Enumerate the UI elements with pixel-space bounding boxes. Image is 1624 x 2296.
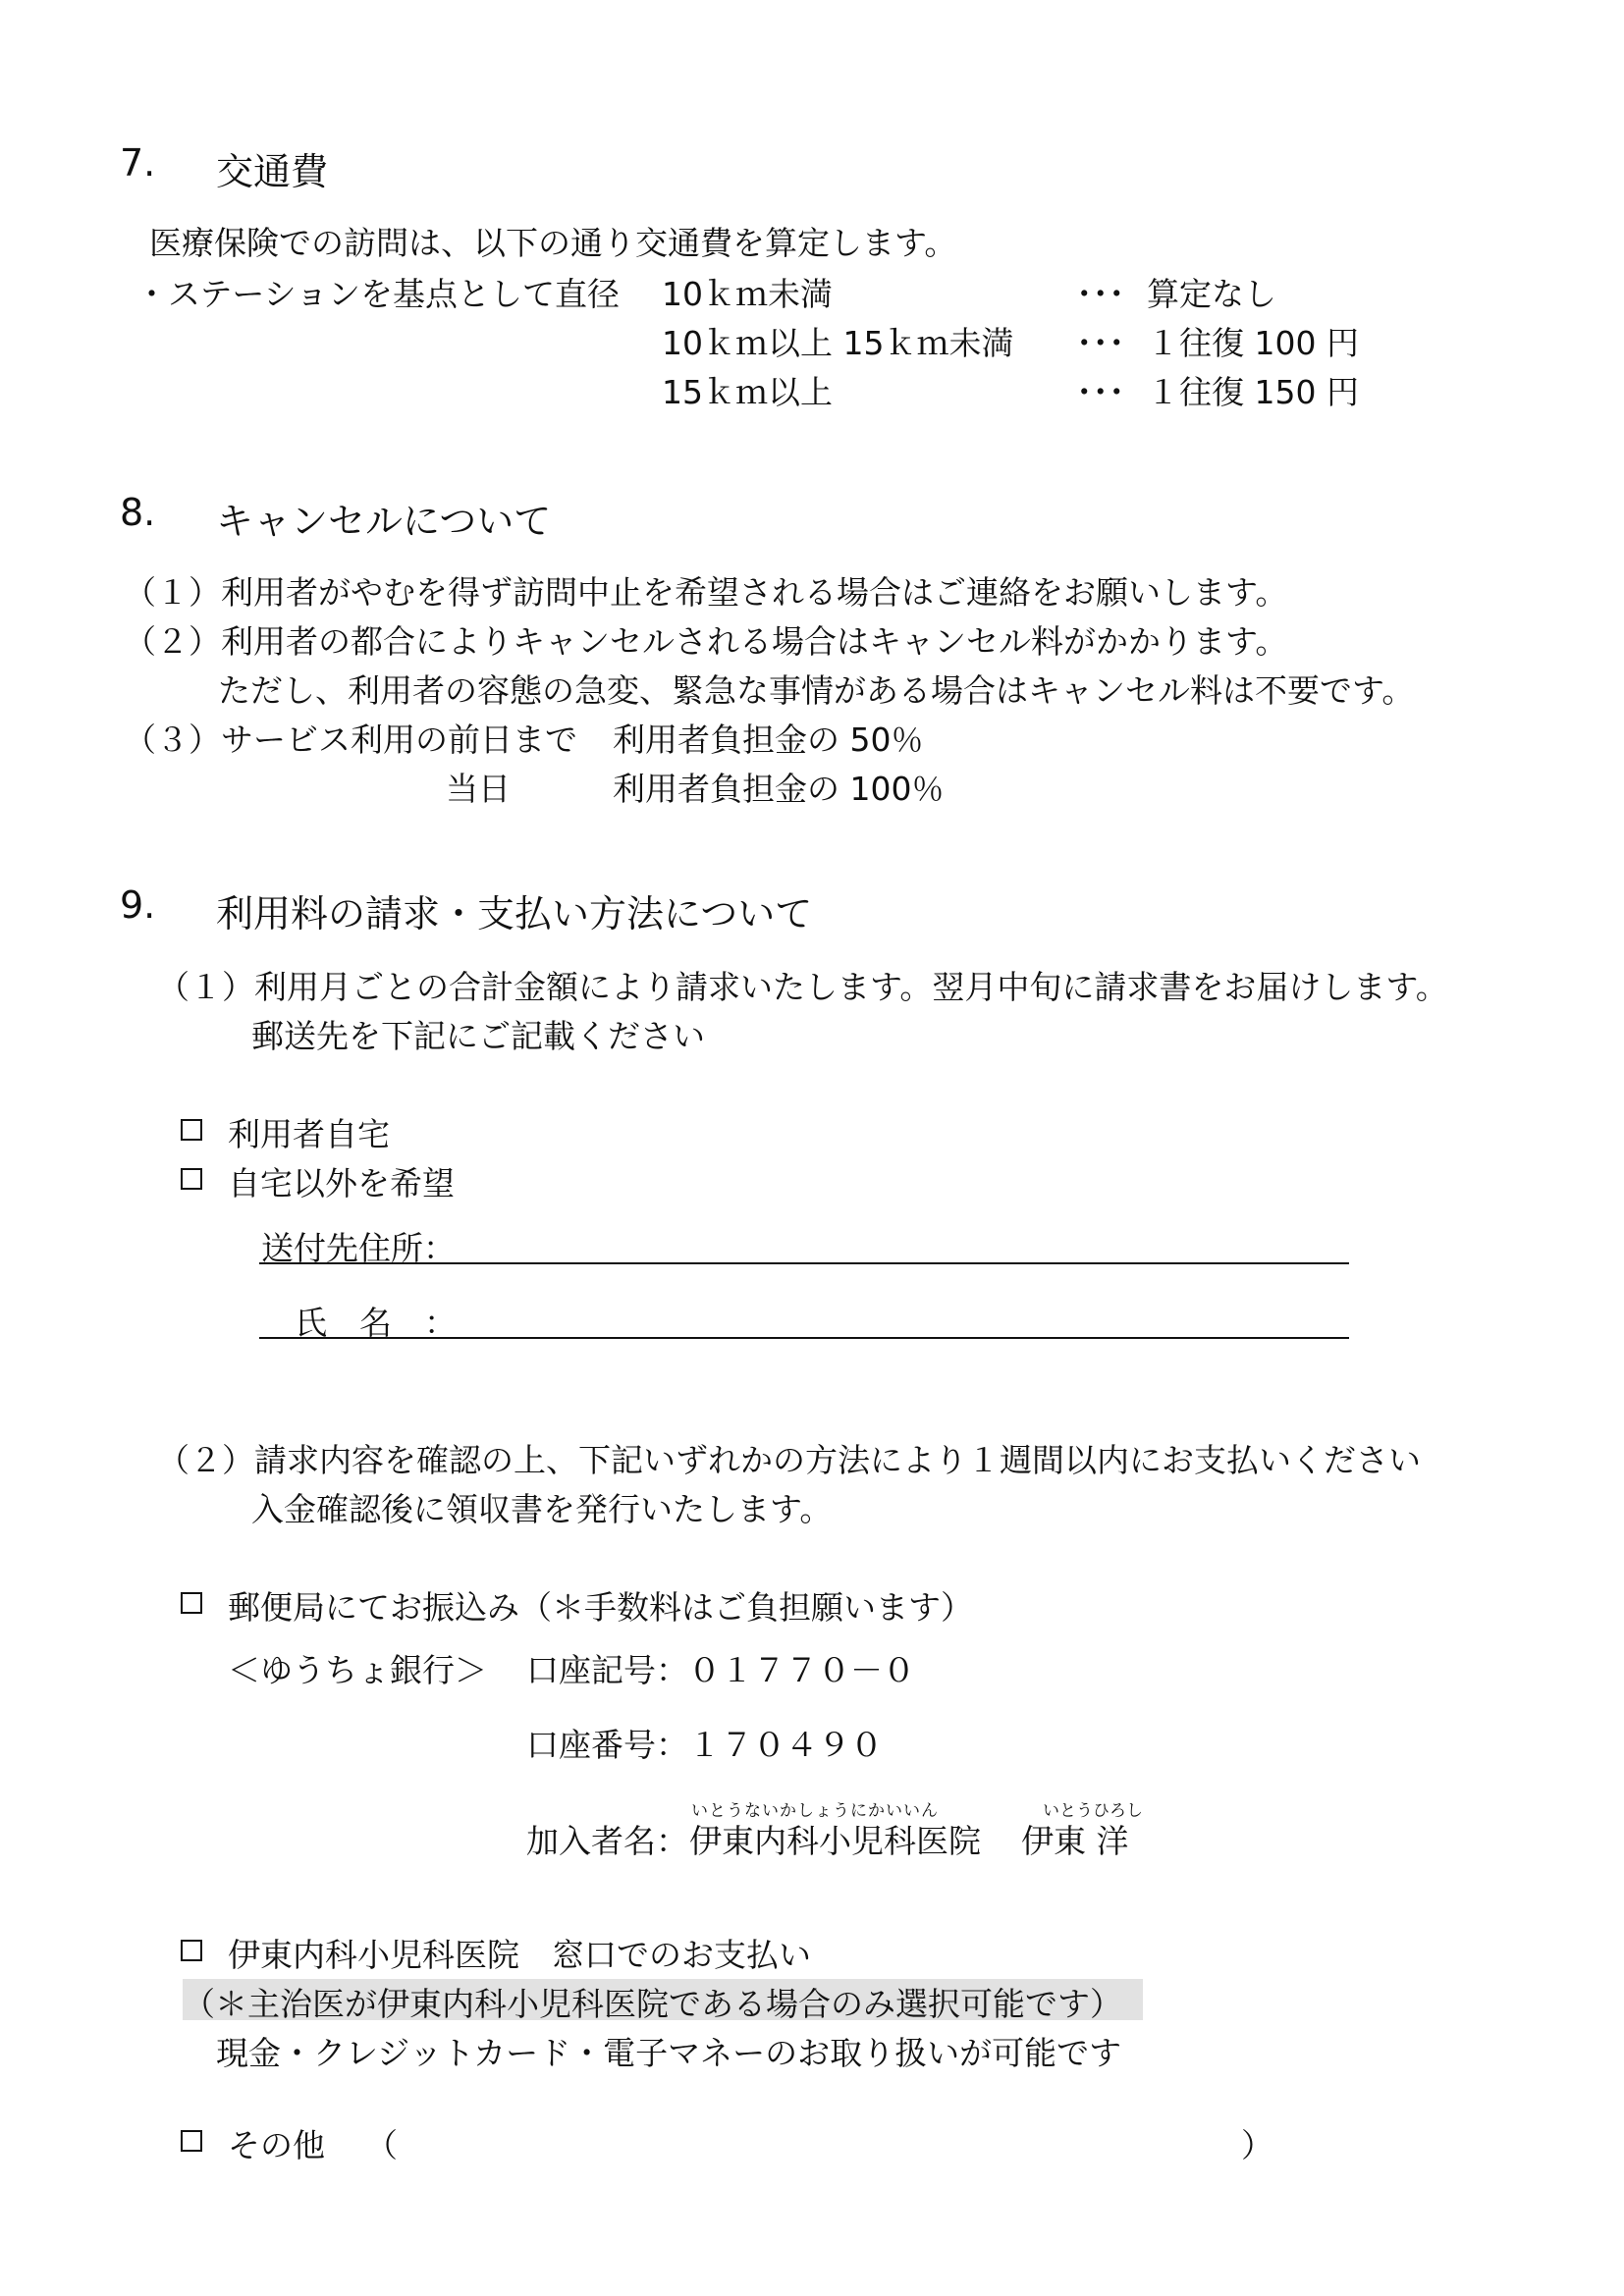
section-9-heading: 利用料の請求・支払い方法について	[216, 892, 813, 935]
transport-fee-3: １往復 150 円	[1147, 373, 1359, 411]
account-holder-clinic: 伊東内科小児科医院	[689, 1822, 981, 1860]
clinic-counter-note: （＊主治医が伊東内科小児科医院である場合のみ選択可能です）	[183, 1985, 1122, 2023]
other-payment-input[interactable]	[403, 2120, 1227, 2160]
transport-dots-1: ･･･	[1076, 275, 1125, 313]
transport-fee-2: １往復 100 円	[1147, 324, 1359, 362]
account-holder-label: 加入者名：	[526, 1822, 688, 1860]
other-payment-open-paren: （	[365, 2126, 398, 2164]
cancel-item-2: （２）利用者の都合によりキャンセルされる場合はキャンセル料がかかります。	[124, 622, 1288, 661]
billing-para-2: （２）請求内容を確認の上、下記いずれかの方法により１週間以内にお支払いください	[157, 1441, 1421, 1479]
post-office-option-label: 郵便局にてお振込み（＊手数料はご負担願います）	[228, 1588, 973, 1627]
home-option-label: 利用者自宅	[228, 1115, 390, 1153]
name-label: 氏 名 ：	[295, 1304, 457, 1342]
section-7-heading: 交通費	[216, 150, 329, 193]
other-payment-close-paren: ）	[1241, 2126, 1273, 2164]
name-line[interactable]	[259, 1337, 1349, 1339]
address-label: 送付先住所：	[261, 1229, 456, 1267]
bank-name: ＜ゆうちょ銀行＞	[228, 1651, 487, 1689]
section-8-heading: キャンセルについて	[216, 500, 552, 543]
clinic-counter-option-label: 伊東内科小児科医院 窓口でのお支払い	[228, 1936, 811, 1974]
clinic-counter-checkbox[interactable]	[181, 1940, 202, 1961]
section-9-number: 9.	[120, 883, 156, 927]
cancel-item-3-label: （３）サービス利用の前日まで	[124, 721, 577, 759]
transport-lead: ・ステーションを基点として直径	[135, 275, 621, 313]
other-payment-checkbox[interactable]	[181, 2130, 202, 2152]
account-number: 口座番号：１７０４９０	[526, 1726, 883, 1764]
transport-range-1: 10ｋｍ未満	[662, 275, 833, 313]
other-address-option-label: 自宅以外を希望	[228, 1164, 455, 1202]
clinic-counter-methods: 現金・クレジットカード・電子マネーのお取り扱いが可能です	[216, 2034, 1122, 2072]
transport-intro: 医療保険での訪問は、以下の通り交通費を算定します。	[149, 224, 957, 262]
billing-para-2b: 入金確認後に領収書を発行いたします。	[251, 1490, 833, 1528]
cancel-item-3-value: 利用者負担金の 50％	[613, 721, 924, 759]
other-address-checkbox[interactable]	[181, 1168, 202, 1190]
cancel-sameday-label: 当日	[446, 770, 511, 808]
account-symbol: 口座記号：０１７７０－０	[526, 1651, 915, 1689]
section-8-number: 8.	[120, 491, 156, 534]
address-line[interactable]	[259, 1262, 1349, 1264]
other-payment-label: その他	[228, 2126, 325, 2164]
cancel-item-2-note: ただし、利用者の容態の急変、緊急な事情がある場合はキャンセル料は不要です。	[218, 671, 1415, 710]
transport-dots-2: ･･･	[1076, 324, 1125, 362]
account-holder-person-ruby: いとうひろし	[1043, 1801, 1143, 1821]
cancel-sameday-value: 利用者負担金の 100％	[613, 770, 945, 808]
billing-para-1b: 郵送先を下記にご記載ください	[251, 1017, 705, 1055]
transport-dots-3: ･･･	[1076, 373, 1125, 411]
account-holder-clinic-ruby: いとうないかしょうにかいいん	[691, 1801, 939, 1821]
transport-range-3: 15ｋｍ以上	[662, 373, 833, 411]
transport-range-2: 10ｋｍ以上 15ｋｍ未満	[662, 324, 1014, 362]
home-checkbox[interactable]	[181, 1119, 202, 1141]
post-office-checkbox[interactable]	[181, 1592, 202, 1614]
transport-fee-1: 算定なし	[1147, 275, 1276, 313]
billing-para-1: （１）利用月ごとの合計金額により請求いたします。翌月中旬に請求書をお届けします。	[157, 968, 1448, 1006]
section-7-number: 7.	[120, 141, 156, 185]
cancel-item-1: （１）利用者がやむを得ず訪問中止を希望される場合はご連絡をお願いします。	[124, 573, 1288, 612]
account-holder-person: 伊東 洋	[1021, 1822, 1129, 1860]
